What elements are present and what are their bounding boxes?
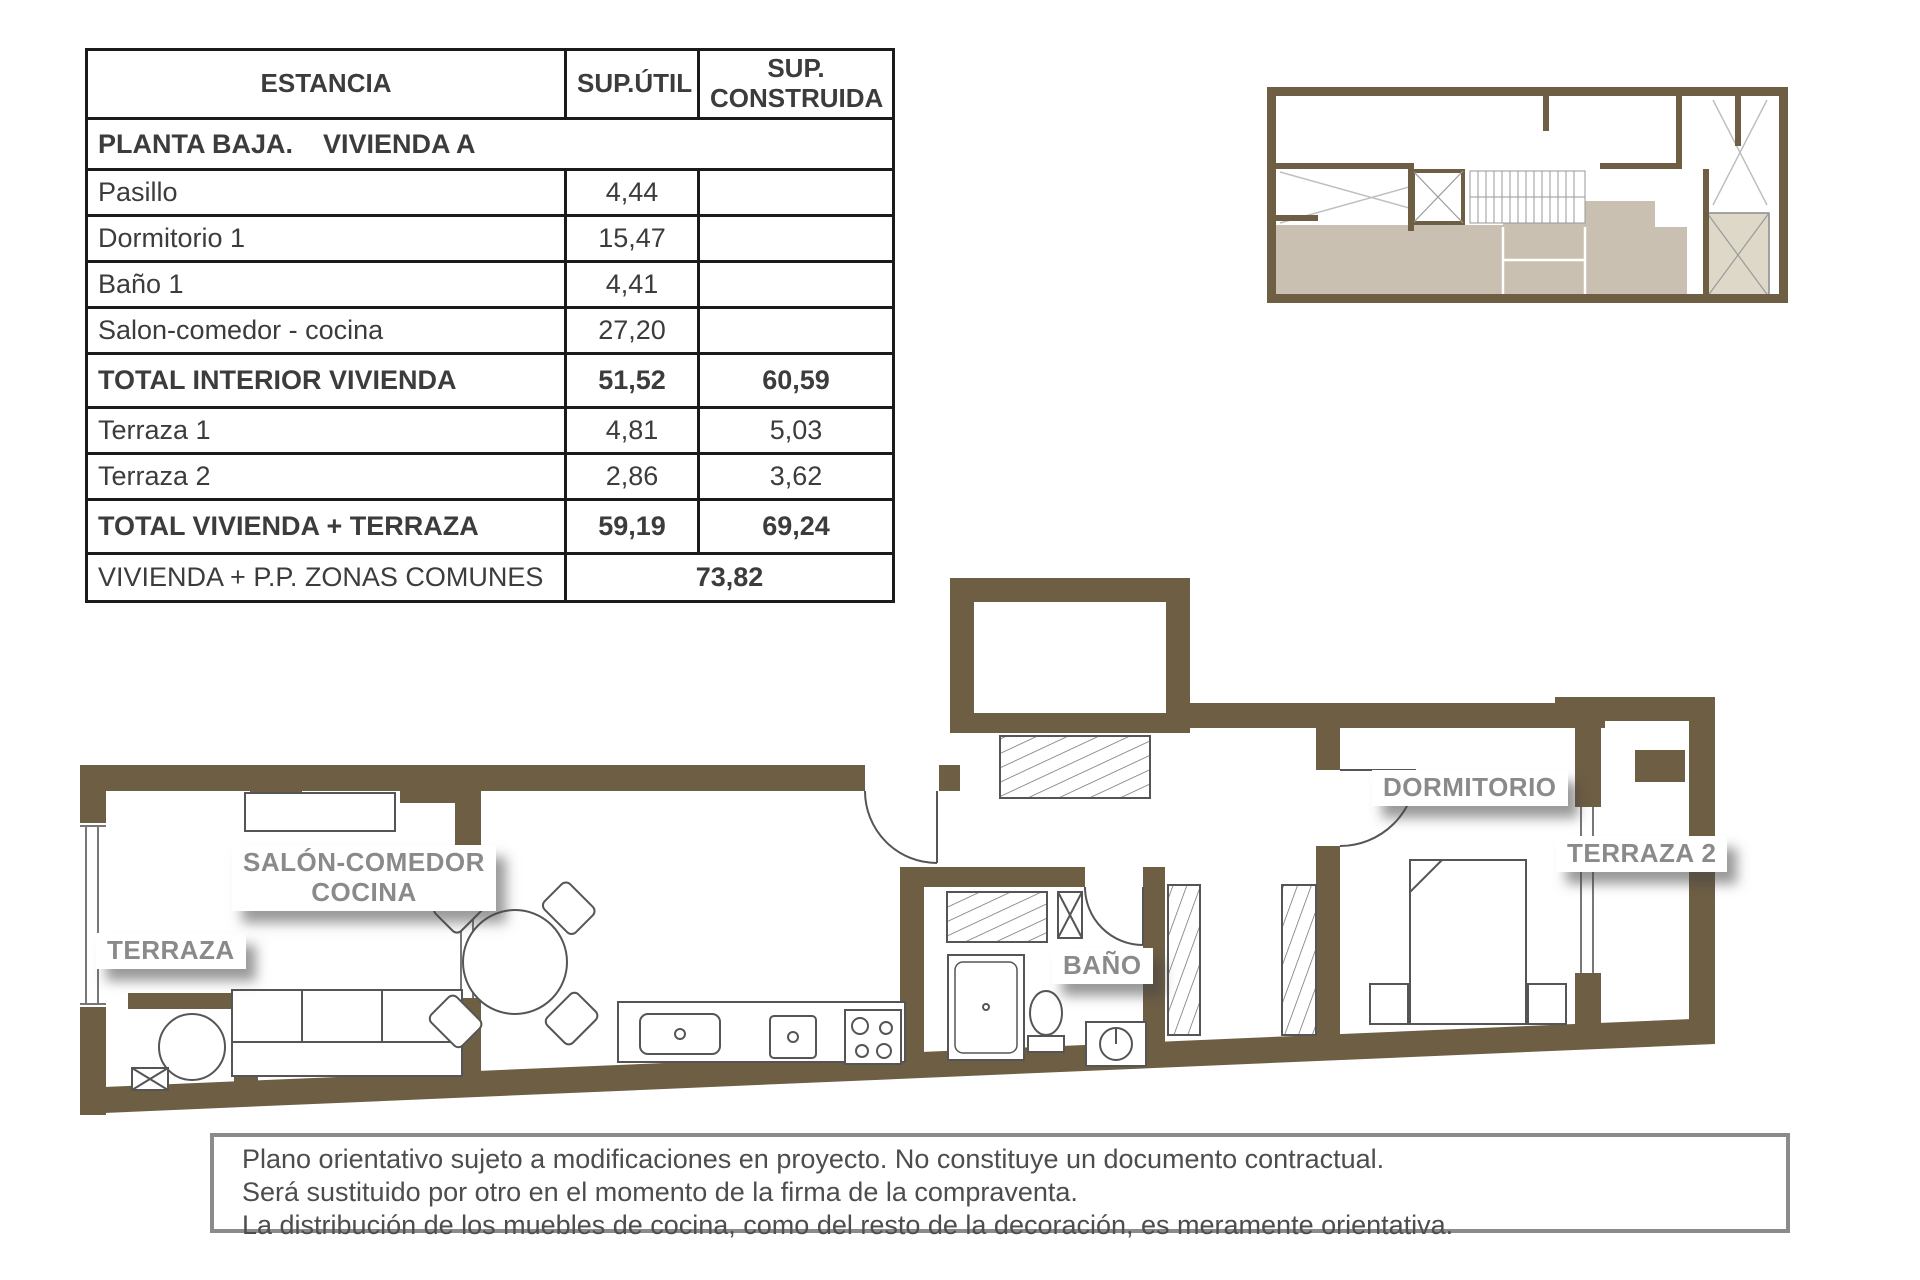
disclaimer-box [210,1133,1790,1241]
key-plan [1255,75,1800,320]
disclaimer-line-2: Será sustituido por otro en el momento de la firma de la compraventa. [242,1177,1078,1208]
cell-util: 4,81 [566,408,699,454]
cell-cons: 5,03 [699,408,894,454]
cell-cons [699,262,894,308]
cell-util: 4,44 [566,170,699,216]
disclaimer-line-3: La distribución de los muebles de cocina, como del resto de la decoración, es meramente orientativa. [242,1210,1454,1241]
cell-util: 51,52 [566,354,699,408]
key-plan-elevator [1413,171,1463,223]
cell-label: Baño 1 [87,262,566,308]
col-header-estancia: ESTANCIA [87,50,566,119]
cell-label: Salon-comedor - cocina [87,308,566,354]
cell-cons [699,170,894,216]
cell-total-value: 73,82 [566,554,894,602]
cell-label: VIVIENDA + P.P. ZONAS COMUNES [87,554,566,602]
disclaimer-line-1: Plano orientativo sujeto a modificaciones en proyecto. No constituye un documento contractual. [242,1144,1385,1174]
cell-label: Dormitorio 1 [87,216,566,262]
table-header-row [87,50,894,119]
label-dormitorio: DORMITORIO [1372,770,1568,806]
cell-label: TOTAL VIVIENDA + TERRAZA [87,500,566,554]
section-title: PLANTA BAJA. VIVIENDA A [87,119,894,170]
table-row [87,308,894,354]
cell-util: 27,20 [566,308,699,354]
cell-util: 59,19 [566,500,699,554]
cell-cons: 60,59 [699,354,894,408]
table-row-total-vivienda [87,500,894,554]
cell-label: Terraza 2 [87,454,566,500]
cell-util: 15,47 [566,216,699,262]
label-terraza: TERRAZA [96,933,246,969]
cell-label: Pasillo [87,170,566,216]
table-row [87,170,894,216]
label-salon-line2: COCINA [311,876,417,907]
label-salon-comedor-cocina [232,845,496,911]
label-salon-line1: SALÓN-COMEDOR [243,847,485,877]
area-table [85,48,895,603]
table-row [87,262,894,308]
label-terraza-2: TERRAZA 2 [1556,836,1727,872]
cell-util: 4,41 [566,262,699,308]
cell-util: 2,86 [566,454,699,500]
col-header-sup-util: SUP.ÚTIL [566,50,699,119]
key-plan-stairs [1470,171,1585,223]
cell-label: Terraza 1 [87,408,566,454]
table-row [87,216,894,262]
label-bano: BAÑO [1052,948,1153,984]
table-row-total-interior [87,354,894,408]
cell-cons [699,216,894,262]
table-row [87,454,894,500]
cell-cons [699,308,894,354]
cell-label: TOTAL INTERIOR VIVIENDA [87,354,566,408]
cell-cons: 69,24 [699,500,894,554]
section-row [87,119,894,170]
table-row [87,408,894,454]
col-header-sup-construida: SUP. CONSTRUIDA [699,50,894,119]
cell-cons: 3,62 [699,454,894,500]
